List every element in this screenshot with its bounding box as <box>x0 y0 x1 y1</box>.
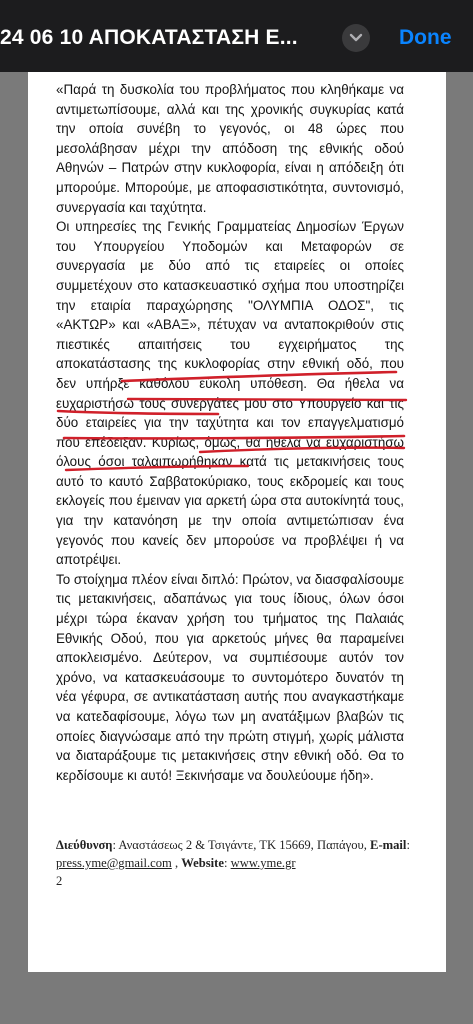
website-link[interactable]: www.yme.gr <box>230 856 296 870</box>
page-number: 2 <box>56 874 63 888</box>
paragraph-3: Το στοίχημα πλέον είναι διπλό: Πρώτον, να διασφαλίσουμε τις μετακινήσεις, αδαπάνως για τους ίδιους, όλων όσοι μέχρι τώρα έκαναν χρήση του τμήματος της Παλαιάς Εθνικής Οδού, που για αρκετούς μήνες θα παραμείνει αποκλεισμένο. Δεύτερον, να συμπιέσουμε αυτόν τον χρόνο, να κατασκευάσουμε το συντομότερο δυνατόν τη νέα γέφυρα, σε αντικατάσταση αυτής που αναγκαστήκαμε να κατεδαφίσουμε, λόγω των μη ανατάξιμων βλαβών τις οποίες διαγνώσαμε από την πρώτη στιγμή, χωρίς μάλιστα να διαταράξουμε τις μετακινήσεις στην εθνική οδό. Θα το κερδίσουμε κι αυτό! Ξεκινήσαμε να δουλεύουμε ήδη». <box>56 571 404 783</box>
title-menu-button[interactable] <box>342 24 370 52</box>
viewer-background <box>0 972 473 1024</box>
document-body <box>56 80 404 785</box>
top-toolbar <box>0 0 473 72</box>
email-link[interactable]: press.yme@gmail.com <box>56 856 172 870</box>
email-label: E-mail <box>370 838 407 852</box>
chevron-down-icon <box>349 33 363 43</box>
paragraph-2: Οι υπηρεσίες της Γενικής Γραμματείας Δημοσίων Έργων του Υπουργείου Υποδομών και Μεταφορών σε συνεργασία με δύο από τις εταιρείες οι οποίες συμμετέχουν στο κατασκευαστικό σχήμα που υποστηρίζει την εταιρία παραχώρησης "ΟΛΥΜΠΙΑ ΟΔΟΣ", τις «ΑΚΤΩΡ» και «ΑΒΑΞ», πέτυχαν να ανταποκριθούν στις πιεστικές απαιτήσεις του εγχειρήματος της αποκατάστασης της κυκλοφορίας στην εθνική οδό, που δεν υπήρξε καθόλου εύκολη υπόθεση. Θα ήθελα να ευχαριστήσω τους συνεργάτες μου στο Υπουργείο και τις δύο εταιρείες για την ταχύτητα και τον επαγγελματισμό που επέδειξαν. Κυρίως, όμως, θα ήθελα να ευχαριστήσω όλους όσοι ταλαιπωρήθηκαν κατά τις μετακινήσεις τους αυτό το καυτό Σαββατοκύριακο, τους εκδρομείς και τους εκλογείς που έμειναν για αρκετή ώρα στα αυτοκίνητά τους, για την κατανόηση με την οποία αντιμετώπισαν ένα γεγονός που κανείς δεν μπορούσε να προβλέψει ή να αποτρέψει. <box>56 219 404 568</box>
address-text: : Αναστάσεως 2 & Τσιγάντε, ΤΚ 15669, Παπάγου, <box>112 838 367 852</box>
paragraph-1: «Παρά τη δυσκολία του προβλήματος που κληθήκαμε να αντιμετωπίσουμε, αλλά και της χρονικής συγκυρίας κατά την οποία συνέβη το γεγονός, οι 48 ώρες που μεσολάβησαν μέχρι την απόδοση της εθνικής οδού Αθηνών – Πατρών στην κυκλοφορία, είναι η απόδειξη ότι μπορούμε. Μπορούμε, με αποφασιστικότητα, συντονισμό, συνεργασία και ταχύτητα. <box>56 82 404 215</box>
address-label: Διεύθυνση <box>56 838 113 852</box>
document-footer: Διεύθυνση: Αναστάσεως 2 & Τσιγάντε, ΤΚ 15669, Παπάγου, E-mail: press.yme@gmail.com , Website: www.yme.gr 2 <box>56 836 436 890</box>
document-title: 24 06 10 ΑΠΟΚΑΤΑΣΤΑΣΗ Ε... <box>0 26 298 49</box>
done-button[interactable]: Done <box>399 26 452 49</box>
website-label: Website <box>181 856 224 870</box>
